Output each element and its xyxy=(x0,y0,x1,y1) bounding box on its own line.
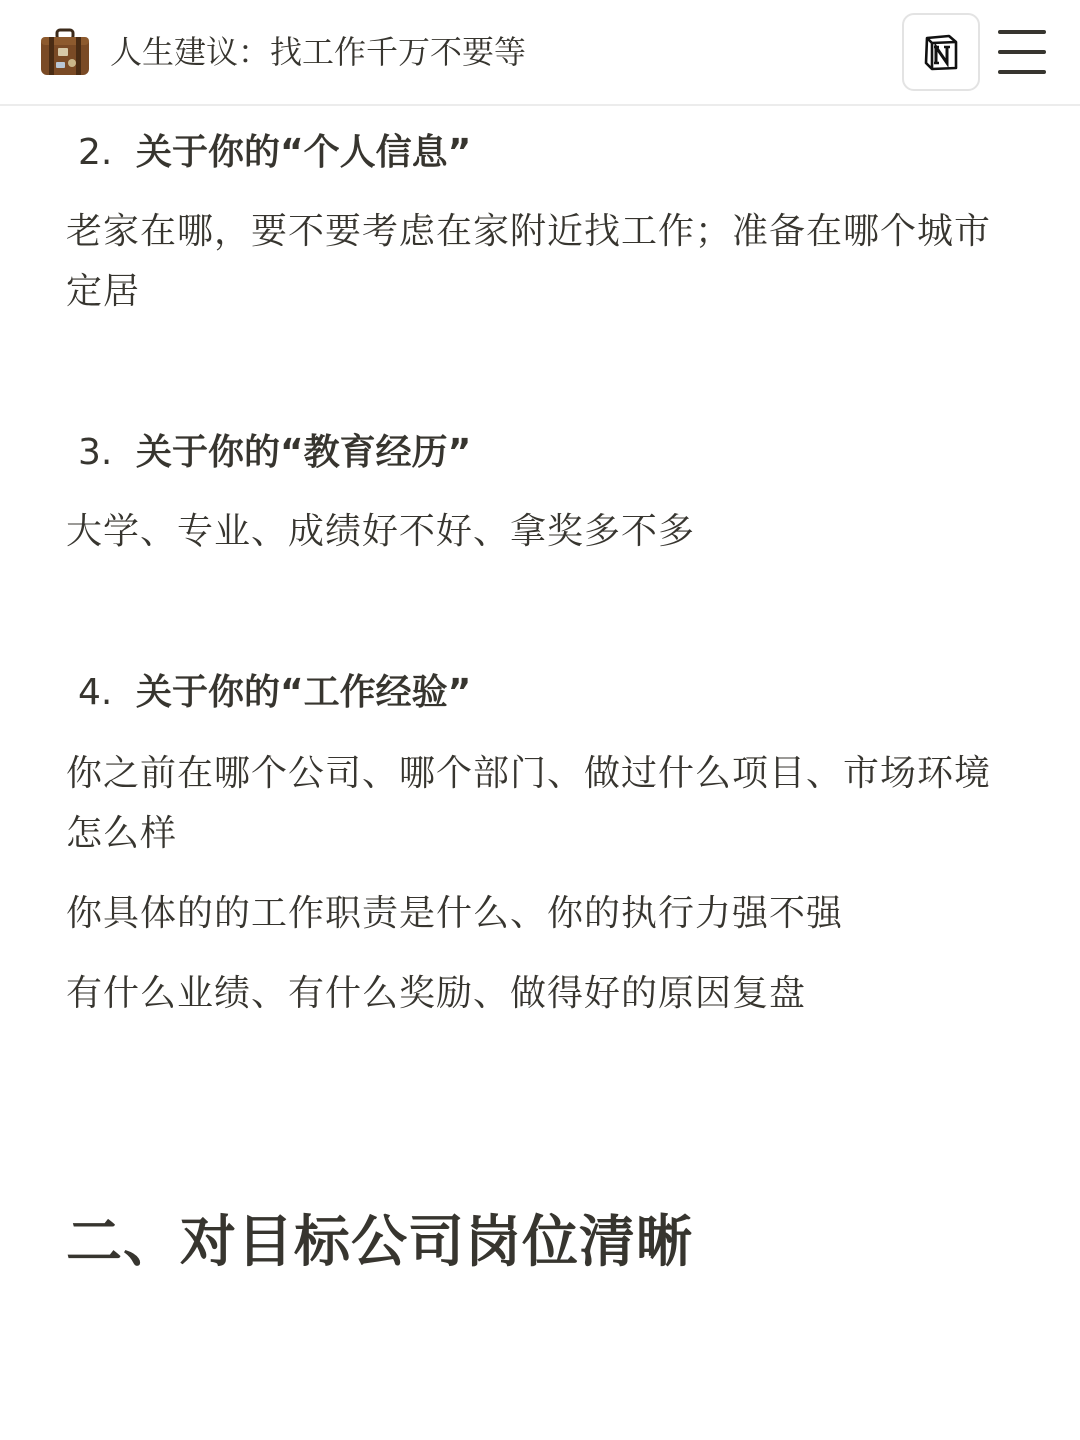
briefcase-icon[interactable] xyxy=(38,26,92,80)
paragraph: 老家在哪，要不要考虑在家附近找工作；准备在哪个城市定居 xyxy=(66,211,992,312)
notion-logo-icon xyxy=(921,32,961,72)
section-title: 二、对目标公司岗位清晰 xyxy=(66,1210,693,1275)
section-heading-personal-info xyxy=(78,128,471,178)
hamburger-menu-icon[interactable] xyxy=(998,30,1046,74)
section-number: 4. xyxy=(78,672,113,713)
section-heading-text: 关于你的“工作经验” xyxy=(136,672,472,713)
paragraph: 你之前在哪个公司、哪个部门、做过什么项目、市场环境怎么样 xyxy=(66,753,992,854)
notion-button[interactable] xyxy=(902,13,980,91)
section-heading-text: 关于你的“个人信息” xyxy=(136,132,472,173)
paragraph: 有什么业绩、有什么奖励、做得好的原因复盘 xyxy=(66,973,807,1014)
top-bar xyxy=(0,0,1080,106)
page-title: 人生建议：找工作千万不要等 xyxy=(110,33,527,71)
section-heading-education xyxy=(78,428,471,478)
paragraph: 大学、专业、成绩好不好、拿奖多不多 xyxy=(66,511,696,552)
paragraph: 你具体的的工作职责是什么、你的执行力强不强 xyxy=(66,893,844,934)
section-number: 2. xyxy=(78,132,113,173)
section-heading-text: 关于你的“教育经历” xyxy=(136,432,472,473)
section-number: 3. xyxy=(78,432,113,473)
section-heading-work-experience xyxy=(78,668,471,718)
